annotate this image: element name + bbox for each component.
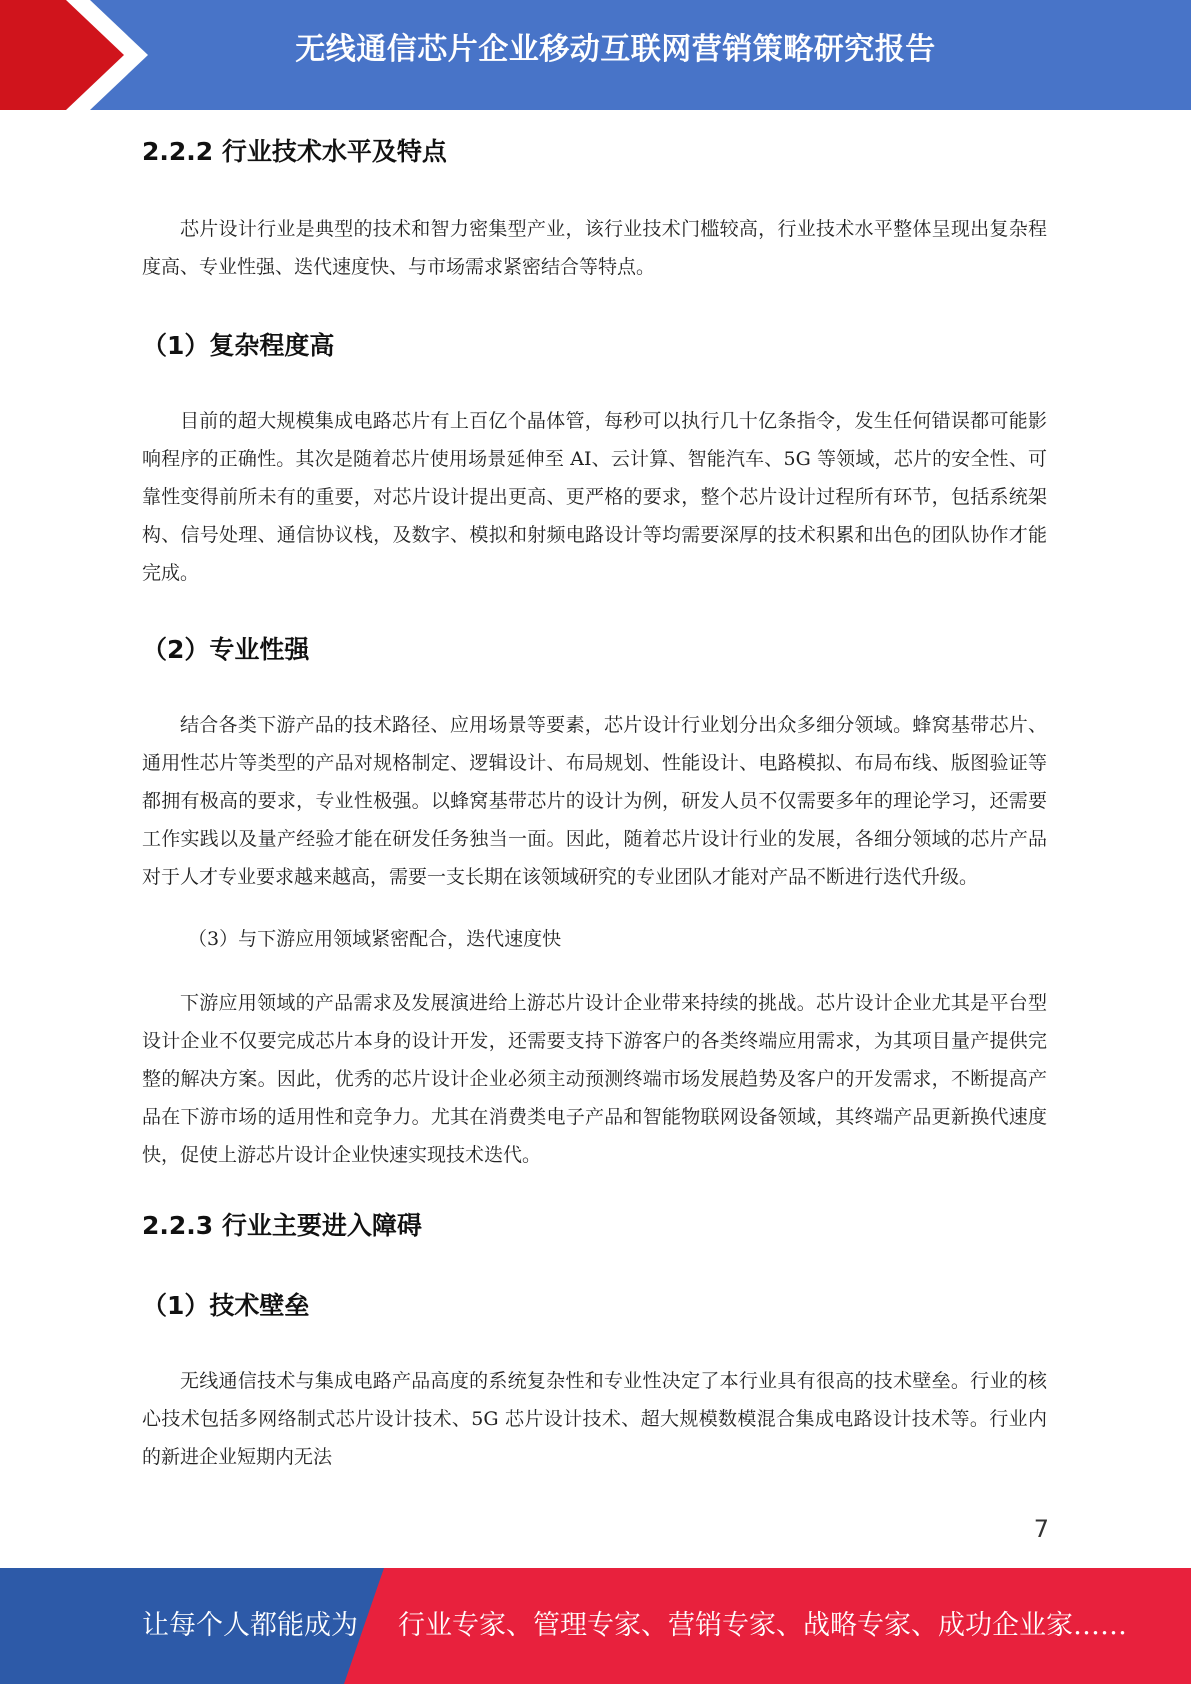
- subheading-tech-barrier: （1）技术壁垒: [142, 1291, 310, 1320]
- chevron-arrow-icon: [0, 0, 160, 110]
- paragraph-downstream: 下游应用领域的产品需求及发展演进给上游芯片设计企业带来持续的挑战。芯片设计企业尤其是平台型设计企业不仅要完成芯片本身的设计开发，还需要支持下游客户的各类终端应用需求，为其项目量产提供完整的解决方案。因此，优秀的芯片设计企业必须主动预测终端市场发展趋势及客户的开发需求，不断提高产品在下游市场的适用性和竞争力。尤其在消费类电子产品和智能物联网设备领域，其终端产品更新换代速度快，促使上游芯片设计企业快速实现技术迭代。: [142, 992, 1047, 1166]
- paragraph-complexity: 目前的超大规模集成电路芯片有上百亿个晶体管，每秒可以执行几十亿条指令，发生任何错误都可能影响程序的正确性。其次是随着芯片使用场景延伸至 AI、云计算、智能汽车、5G 等领域，芯片的安全性、可靠性变得前所未有的重要，对芯片设计提出更高、更严格的要求，整个芯片设计过程所有环节，包括系统架构、信号处理、通信协议栈，及数字、模拟和射频电路设计等均需要深厚的技术积累和出色的团队协作才能完成。: [142, 410, 1047, 584]
- paragraph-tech-barrier: 无线通信技术与集成电路产品高度的系统复杂性和专业性决定了本行业具有很高的技术壁垒。行业的核心技术包括多网络制式芯片设计技术、5G 芯片设计技术、超大规模数模混合集成电路设计技术等。行业内的新进企业短期内无法: [142, 1370, 1047, 1468]
- section-heading-2-2-2: 2.2.2 行业技术水平及特点: [142, 137, 447, 166]
- header-banner: [0, 0, 1191, 110]
- footer-slogan-left: 让每个人都能成为: [142, 1610, 358, 1641]
- report-title: 无线通信芯片企业移动互联网营销策略研究报告: [295, 32, 936, 67]
- section-heading-2-2-3: 2.2.3 行业主要进入障碍: [142, 1211, 422, 1240]
- main-content: [142, 112, 1047, 1476]
- subheading-specialization: （2）专业性强: [142, 635, 310, 664]
- subheading-downstream: （3）与下游应用领域紧密配合，迭代速度快: [188, 928, 562, 950]
- page-number: 7: [1033, 1515, 1049, 1543]
- paragraph-specialization: 结合各类下游产品的技术路径、应用场景等要素，芯片设计行业划分出众多细分领域。蜂窝基带芯片、通用性芯片等类型的产品对规格制定、逻辑设计、布局规划、性能设计、电路模拟、布局布线、版图验证等都拥有极高的要求，专业性极强。以蜂窝基带芯片的设计为例，研发人员不仅需要多年的理论学习，还需要工作实践以及量产经验才能在研发任务独当一面。因此，随着芯片设计行业的发展，各细分领域的芯片产品对于人才专业要求越来越高，需要一支长期在该领域研究的专业团队才能对产品不断进行迭代升级。: [142, 714, 1047, 888]
- section-intro-paragraph: 芯片设计行业是典型的技术和智力密集型产业，该行业技术门槛较高，行业技术水平整体呈现出复杂程度高、专业性强、迭代速度快、与市场需求紧密结合等特点。: [142, 218, 1047, 278]
- subheading-complexity: （1）复杂程度高: [142, 331, 335, 360]
- footer-banner: [0, 1568, 1191, 1684]
- footer-slogan-right: 行业专家、管理专家、营销专家、战略专家、成功企业家……: [398, 1610, 1127, 1641]
